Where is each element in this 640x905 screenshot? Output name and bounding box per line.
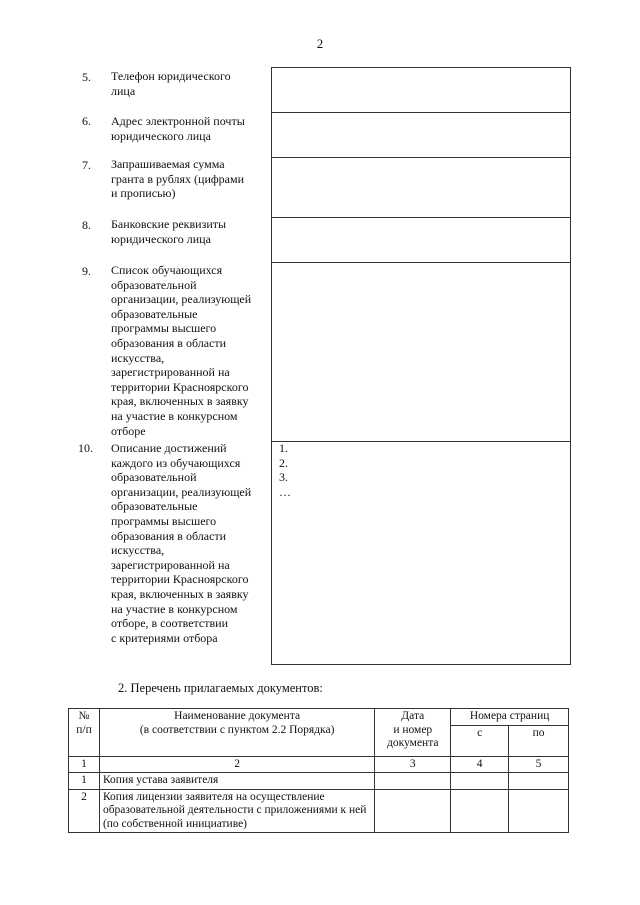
achievements-list <box>279 441 291 499</box>
table-row <box>69 773 569 790</box>
section-title: 2. Перечень прилагаемых документов: <box>118 681 323 695</box>
header-doc-name: Наименование документа (в соответствии с пунктом 2.2 Порядка) <box>99 709 374 757</box>
item-number: 6. <box>82 114 91 128</box>
item-number: 8. <box>82 218 91 232</box>
row-doc-date-cell[interactable] <box>375 773 451 790</box>
table-row <box>69 789 569 833</box>
row-page-from-cell[interactable] <box>451 789 509 833</box>
list-item: … <box>279 484 291 499</box>
grant-amount-field[interactable] <box>271 157 571 218</box>
header-pages: Номера страниц <box>451 709 569 726</box>
page-number: 2 <box>316 36 324 51</box>
table-column-numbers-row <box>69 756 569 773</box>
bank-details-field[interactable] <box>271 217 571 263</box>
item-label-achievements: Описание достижений каждого из обучающихся образовательной организации, реализующей образовательные программы высшего образования в области искусства, зарегистрированной на территории Красноярского края, включенных в заявку на участие в конкурсном отборе, в соответствии с критериями отбора <box>111 441 252 645</box>
item-label-phone: Телефон юридического лица <box>111 69 231 98</box>
email-field[interactable] <box>271 112 571 158</box>
student-list-field[interactable] <box>271 262 571 442</box>
column-number: 2 <box>99 756 374 773</box>
item-number: 5. <box>82 70 91 84</box>
list-item: 2. <box>279 455 288 470</box>
item-label-email: Адрес электронной почты юридического лица <box>111 114 245 143</box>
row-num: 2 <box>69 789 100 833</box>
item-number: 10. <box>78 441 93 455</box>
item-label-grant-amount: Запрашиваемая сумма гранта в рублях (цифрами и прописью) <box>111 157 245 201</box>
list-item: 1. <box>279 441 288 455</box>
item-label-student-list: Список обучающихся образовательной организации, реализующей образовательные программы высшего образования в области искусства, зарегистрированной на территории Красноярского края, включенных в заявку на участие в конкурсном отборе <box>111 263 252 438</box>
header-page-from: с <box>451 725 509 756</box>
item-label-bank-details: Банковские реквизиты юридического лица <box>111 217 227 246</box>
documents-table <box>68 708 569 833</box>
phone-field[interactable] <box>271 67 571 113</box>
column-number: 3 <box>375 756 451 773</box>
column-number: 1 <box>69 756 100 773</box>
table-header-row <box>69 709 569 726</box>
list-item: 3. <box>279 470 288 485</box>
header-doc-date: Дата и номер документа <box>375 709 451 757</box>
row-doc-date-cell[interactable] <box>375 789 451 833</box>
achievements-field[interactable] <box>271 441 571 665</box>
item-number: 9. <box>82 264 91 278</box>
item-number: 7. <box>82 158 91 172</box>
column-number: 4 <box>451 756 509 773</box>
row-num: 1 <box>69 773 100 790</box>
header-num: № п/п <box>69 709 100 757</box>
row-doc-name: Копия устава заявителя <box>99 773 374 790</box>
row-page-from-cell[interactable] <box>451 773 509 790</box>
header-page-to: по <box>509 725 569 756</box>
row-page-to-cell[interactable] <box>509 789 569 833</box>
row-doc-name: Копия лицензии заявителя на осуществление образовательной деятельности с приложениями к ней (по собственной инициативе) <box>99 789 374 833</box>
row-page-to-cell[interactable] <box>509 773 569 790</box>
column-number: 5 <box>509 756 569 773</box>
